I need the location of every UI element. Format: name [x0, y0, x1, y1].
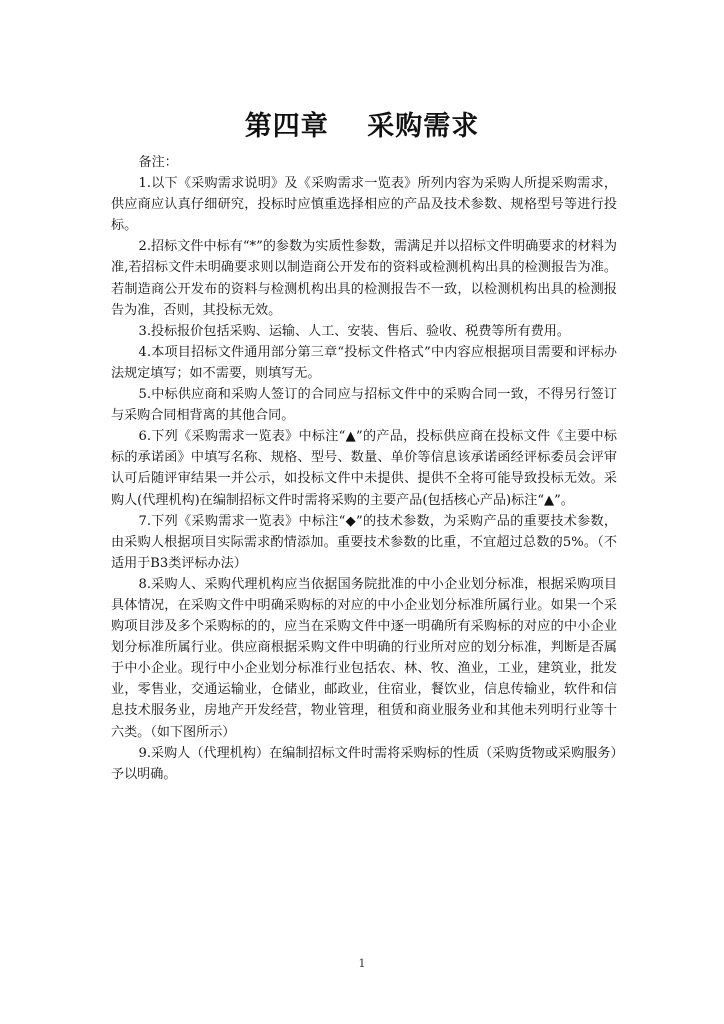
- note-paragraph-5: 5.中标供应商和采购人签订的合同应与招标文件中的采购合同一致，不得另行签订与采购合同相背离的其他合同。: [111, 387, 617, 424]
- page-number: 1: [358, 957, 366, 970]
- note-paragraph-8: 8.采购人、采购代理机构应当依据国务院批准的中小企业划分标准，根据采购项目具体情况，在采购文件中明确采购标的对应的中小企业划分标准所属行业。如果一个采购项目涉及多个采购标的的，应当在采购文件中逐一明确所有采购标的对应的中小企业划分标准所属行业。供应商根据采购文件中明确的行业所对应的划分标准，判断是否属于中小企业。现行中小企业划分标准行业包括农、林、牧、渔业，工业，建筑业，批发业，零售业，交通运输业，仓储业，邮政业，住宿业，餐饮业，信息传输业，软件和信息技术服务业，房地产开发经营，物业管理，租赁和商业服务业和其他未列明行业等十六类。（如下图所示）: [111, 576, 617, 740]
- note-paragraph-9: 9.采购人（代理机构）在编制招标文件时需将采购标的性质（采购货物或采购服务）予以明确。: [111, 745, 617, 782]
- note-paragraph-6: 6.下列《采购需求一览表》中标注“▲”的产品，投标供应商在投标文件《主要中标标的承诺函》中填写名称、规格、型号、数量、单价等信息该承诺函经评标委员会评审认可后随评审结果一并公示，如投标文件中未提供、提供不全将可能导致投标无效。采购人(代理机构)在编制招标文件时需将采购的主要产品(包括核心产品)标注“▲”。: [111, 429, 617, 508]
- note-label: 备注：: [138, 155, 178, 170]
- chapter-title: 第四章 采购需求: [244, 111, 480, 142]
- note-paragraph-7: 7.下列《采购需求一览表》中标注“◆”的技术参数，为采购产品的重要技术参数，由采购人根据项目实际需求酌情添加。重要技术参数的比重，不宜超过总数的5%。（不适用于B3类评标办法）: [111, 513, 617, 571]
- note-paragraph-3: 3.投标报价包括采购、运输、人工、安装、售后、验收、税费等所有费用。: [138, 323, 570, 339]
- note-paragraph-1: 1.以下《采购需求说明》及《采购需求一览表》所列内容为采购人所提采购需求，供应商应认真仔细研究，投标时应慎重选择相应的产品及技术参数、规格型号等进行投标。: [111, 176, 617, 234]
- requirements-notes: [111, 152, 617, 785]
- note-paragraph-4: 4.本项目招标文件通用部分第三章“投标文件格式”中内容应根据项目需要和评标办法规定填写；如不需要，则填写无。: [111, 344, 617, 381]
- note-paragraph-2: 2.招标文件中标有“*”的参数为实质性参数，需满足并以招标文件明确要求的材料为准,若招标文件未明确要求则以制造商公开发布的资料或检测机构出具的检测报告为准。若制造商公开发布的资料与检测机构出具的检测报告不一致，以检测机构出具的检测报告为准，否则，其投标无效。: [111, 239, 617, 318]
